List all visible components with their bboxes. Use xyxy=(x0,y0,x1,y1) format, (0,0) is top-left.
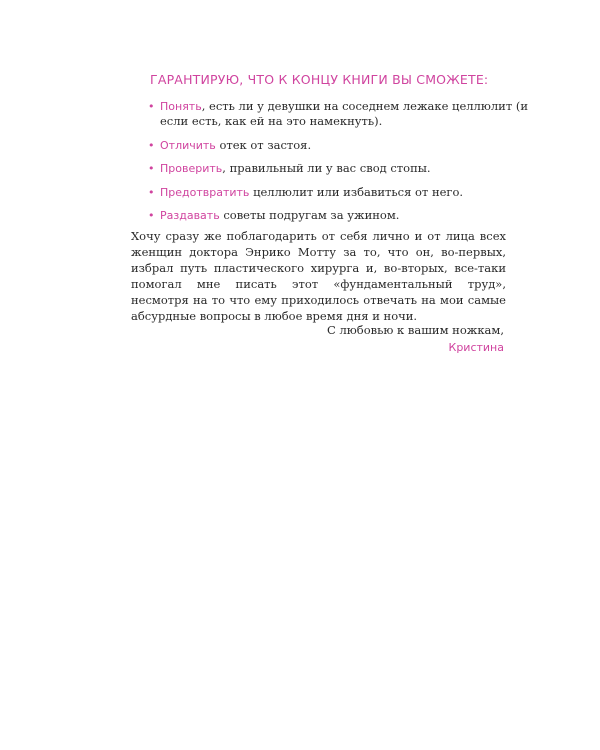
list-item xyxy=(148,138,528,153)
closing-block xyxy=(327,322,504,356)
list-item-verb: Проверить xyxy=(160,162,223,175)
closing-line: С любовью к вашим ножкам, xyxy=(327,323,504,337)
benefits-list xyxy=(148,99,528,232)
list-item-verb: Раздавать xyxy=(160,209,220,222)
section-heading: ГАРАНТИРУЮ, ЧТО К КОНЦУ КНИГИ ВЫ СМОЖЕТЕ: xyxy=(150,72,489,87)
list-item-text xyxy=(160,208,528,223)
list-item xyxy=(148,99,528,129)
list-item-rest: целлюлит или избавиться от него. xyxy=(249,184,464,199)
list-item-rest: , правильный ли у вас свод стопы. xyxy=(222,161,431,175)
list-item xyxy=(148,185,528,200)
list-item xyxy=(148,161,528,176)
list-item-rest: , есть ли у девушки на соседнем лежаке целлюлит (и если есть, как ей на это намекнуть). xyxy=(160,99,529,128)
bullet: • xyxy=(148,209,155,222)
list-item-verb: Предотвратить xyxy=(160,185,250,199)
list-item xyxy=(148,208,528,223)
list-item-verb: Отличить xyxy=(160,138,216,152)
bullet: • xyxy=(148,185,155,199)
list-item-text xyxy=(160,99,528,129)
list-item-rest: отек от застоя. xyxy=(215,137,312,152)
signature: Кристина xyxy=(448,341,504,354)
list-item-verb: Понять xyxy=(160,100,202,113)
list-item-text xyxy=(160,161,528,176)
acknowledgement-paragraph: Хочу сразу же поблагодарить от себя лично и от лица всех женщин доктора Энрико Мотту за то, что он, во-первых, избрал путь пластического хирурга и, во-вторых, все-таки помогал мне писать этот «фундаментальный труд», несмотря на то что ему приходилось отвечать на мои самые абсурдные вопросы в любое время дня и ночи. xyxy=(131,229,506,323)
bullet: • xyxy=(148,100,155,113)
list-item-text xyxy=(160,185,528,200)
list-item-rest: советы подругам за ужином. xyxy=(219,208,400,222)
list-item-text xyxy=(160,138,528,153)
bullet: • xyxy=(148,138,155,152)
bullet: • xyxy=(148,162,155,175)
